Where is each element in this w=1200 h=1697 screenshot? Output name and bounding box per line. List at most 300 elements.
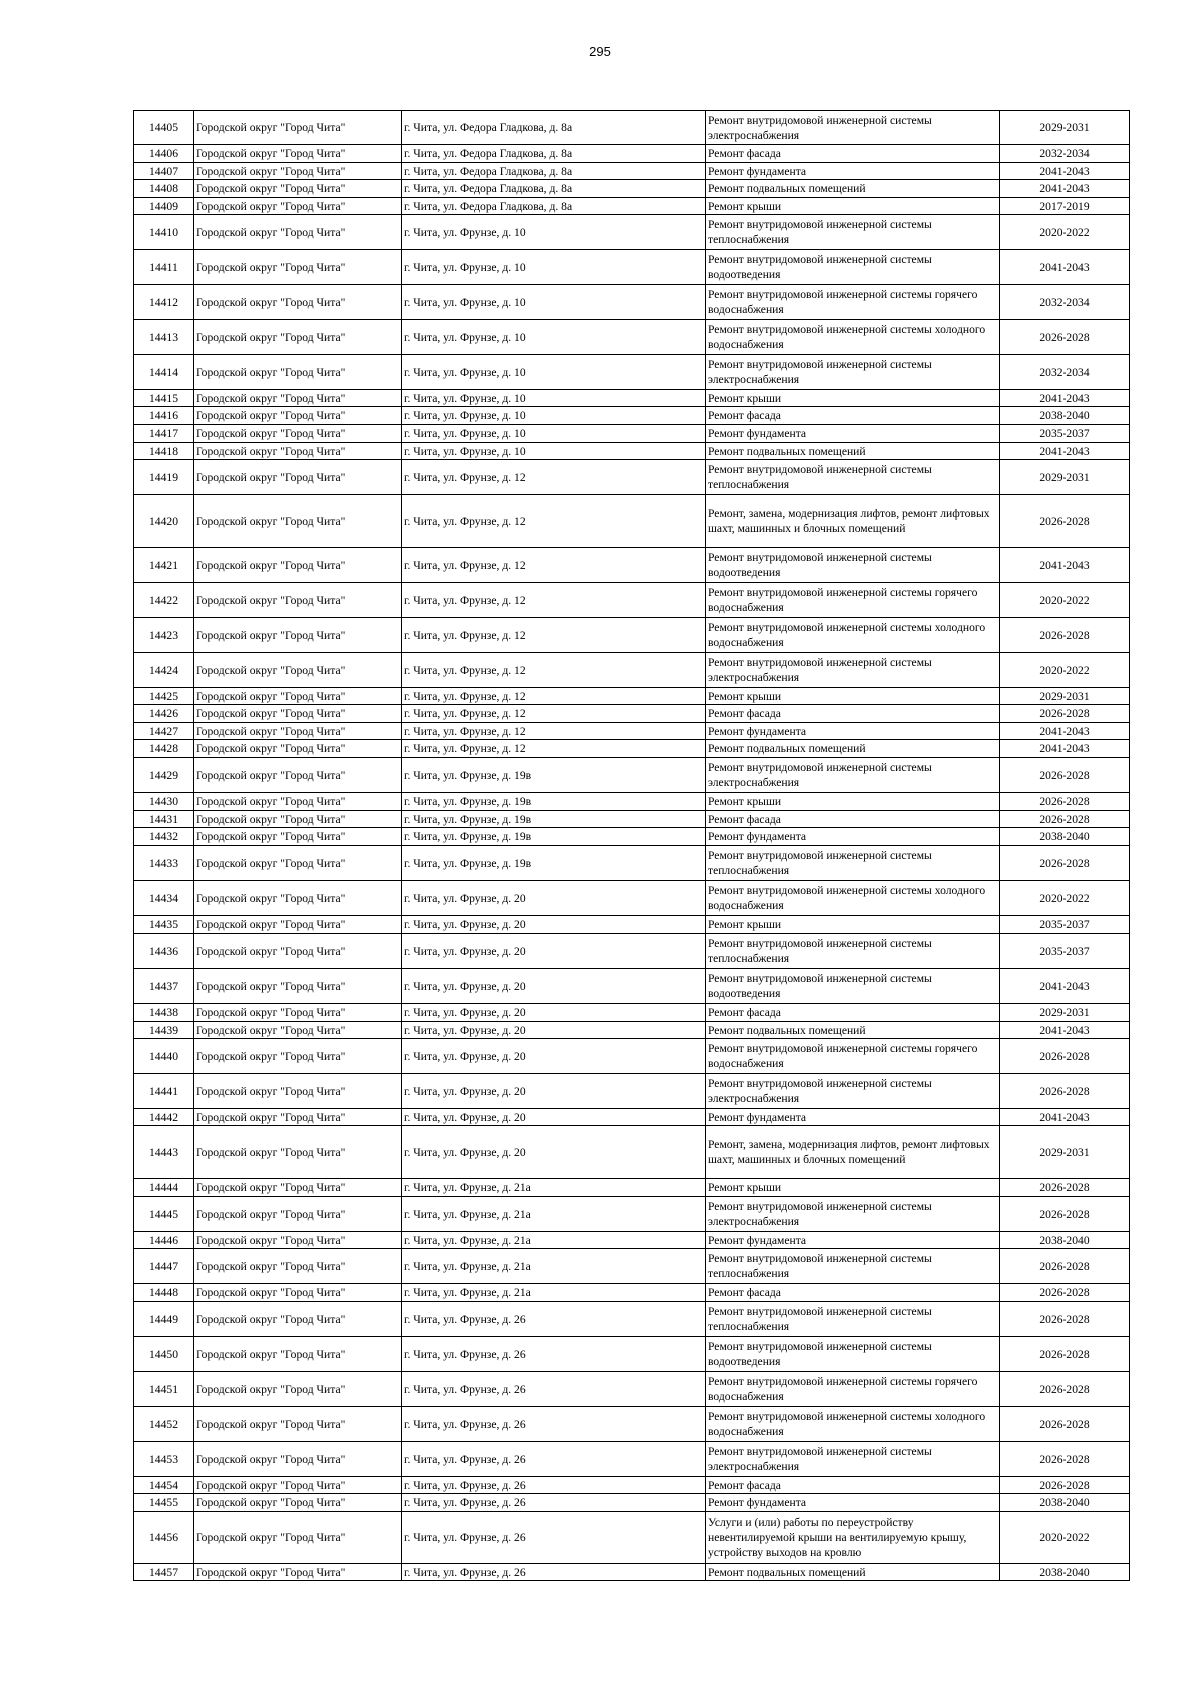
district-cell: Городской округ "Город Чита"	[194, 1442, 402, 1477]
district-cell: Городской округ "Город Чита"	[194, 1074, 402, 1109]
table-row	[134, 1232, 1130, 1249]
address-cell: г. Чита, ул. Фрунзе, д. 21а	[402, 1249, 706, 1284]
work-type-cell: Ремонт фасада	[706, 145, 1000, 163]
address-cell: г. Чита, ул. Фрунзе, д. 10	[402, 425, 706, 443]
address-cell: г. Чита, ул. Фрунзе, д. 20	[402, 1109, 706, 1126]
address-cell: г. Чита, ул. Фрунзе, д. 20	[402, 916, 706, 934]
work-type-cell: Ремонт крыши	[706, 390, 1000, 407]
address-cell: г. Чита, ул. Фрунзе, д. 12	[402, 688, 706, 705]
period-cell: 2026-2028	[1000, 495, 1130, 548]
address-cell: г. Чита, ул. Фрунзе, д. 20	[402, 1074, 706, 1109]
work-type-cell: Ремонт внутридомовой инженерной системы холодного водоснабжения	[706, 1407, 1000, 1442]
work-type-cell: Ремонт фасада	[706, 1477, 1000, 1494]
district-cell: Городской округ "Город Чита"	[194, 215, 402, 250]
work-type-cell: Ремонт внутридомовой инженерной системы теплоснабжения	[706, 1249, 1000, 1284]
work-type-cell: Ремонт фундамента	[706, 1232, 1000, 1249]
period-cell: 2038-2040	[1000, 1232, 1130, 1249]
district-cell: Городской округ "Город Чита"	[194, 793, 402, 811]
work-type-cell: Ремонт подвальных помещений	[706, 180, 1000, 198]
table-row	[134, 163, 1130, 180]
work-type-cell: Ремонт, замена, модернизация лифтов, ремонт лифтовых шахт, машинных и блочных помещений	[706, 1126, 1000, 1179]
district-cell: Городской округ "Город Чита"	[194, 1337, 402, 1372]
district-cell: Городской округ "Город Чита"	[194, 1126, 402, 1179]
row-number-cell: 14444	[134, 1179, 194, 1197]
row-number-cell: 14437	[134, 969, 194, 1004]
row-number-cell: 14425	[134, 688, 194, 705]
period-cell: 2020-2022	[1000, 215, 1130, 250]
work-type-cell: Ремонт фасада	[706, 407, 1000, 425]
period-cell: 2026-2028	[1000, 758, 1130, 793]
table-row	[134, 793, 1130, 811]
row-number-cell: 14417	[134, 425, 194, 443]
row-number-cell: 14413	[134, 320, 194, 355]
table-row	[134, 618, 1130, 653]
period-cell: 2029-2031	[1000, 1004, 1130, 1022]
row-number-cell: 14438	[134, 1004, 194, 1022]
address-cell: г. Чита, ул. Фрунзе, д. 10	[402, 215, 706, 250]
district-cell: Городской округ "Город Чита"	[194, 1302, 402, 1337]
work-type-cell: Ремонт фундамента	[706, 828, 1000, 846]
table-row	[134, 1512, 1130, 1564]
row-number-cell: 14409	[134, 198, 194, 215]
address-cell: г. Чита, ул. Федора Гладкова, д. 8а	[402, 180, 706, 198]
table-row	[134, 705, 1130, 723]
work-type-cell: Ремонт, замена, модернизация лифтов, ремонт лифтовых шахт, машинных и блочных помещений	[706, 495, 1000, 548]
table-row	[134, 1337, 1130, 1372]
district-cell: Городской округ "Город Чита"	[194, 180, 402, 198]
work-type-cell: Ремонт внутридомовой инженерной системы горячего водоснабжения	[706, 583, 1000, 618]
row-number-cell: 14442	[134, 1109, 194, 1126]
period-cell: 2026-2028	[1000, 1249, 1130, 1284]
work-type-cell: Ремонт фундамента	[706, 723, 1000, 740]
district-cell: Городской округ "Город Чита"	[194, 811, 402, 828]
address-cell: г. Чита, ул. Федора Гладкова, д. 8а	[402, 163, 706, 180]
table-row	[134, 460, 1130, 495]
row-number-cell: 14445	[134, 1197, 194, 1232]
period-cell: 2041-2043	[1000, 443, 1130, 460]
work-type-cell: Ремонт внутридомовой инженерной системы теплоснабжения	[706, 460, 1000, 495]
table-row	[134, 881, 1130, 916]
period-cell: 2038-2040	[1000, 828, 1130, 846]
district-cell: Городской округ "Город Чита"	[194, 1564, 402, 1581]
district-cell: Городской округ "Город Чита"	[194, 285, 402, 320]
period-cell: 2029-2031	[1000, 460, 1130, 495]
table-row	[134, 495, 1130, 548]
address-cell: г. Чита, ул. Фрунзе, д. 12	[402, 618, 706, 653]
period-cell: 2041-2043	[1000, 180, 1130, 198]
row-number-cell: 14420	[134, 495, 194, 548]
period-cell: 2026-2028	[1000, 1302, 1130, 1337]
work-type-cell: Ремонт внутридомовой инженерной системы электроснабжения	[706, 1197, 1000, 1232]
row-number-cell: 14431	[134, 811, 194, 828]
district-cell: Городской округ "Город Чита"	[194, 1494, 402, 1512]
period-cell: 2029-2031	[1000, 688, 1130, 705]
district-cell: Городской округ "Город Чита"	[194, 548, 402, 583]
period-cell: 2026-2028	[1000, 1179, 1130, 1197]
row-number-cell: 14415	[134, 390, 194, 407]
table-row	[134, 1179, 1130, 1197]
row-number-cell: 14447	[134, 1249, 194, 1284]
row-number-cell: 14455	[134, 1494, 194, 1512]
table-row	[134, 916, 1130, 934]
work-type-cell: Ремонт внутридомовой инженерной системы водоотведения	[706, 548, 1000, 583]
district-cell: Городской округ "Город Чита"	[194, 723, 402, 740]
row-number-cell: 14453	[134, 1442, 194, 1477]
district-cell: Городской округ "Город Чита"	[194, 934, 402, 969]
work-type-cell: Ремонт крыши	[706, 198, 1000, 215]
district-cell: Городской округ "Город Чита"	[194, 390, 402, 407]
address-cell: г. Чита, ул. Фрунзе, д. 10	[402, 390, 706, 407]
table-row	[134, 653, 1130, 688]
work-type-cell: Ремонт внутридомовой инженерной системы холодного водоснабжения	[706, 320, 1000, 355]
work-type-cell: Ремонт фасада	[706, 705, 1000, 723]
work-type-cell: Ремонт внутридомовой инженерной системы горячего водоснабжения	[706, 285, 1000, 320]
period-cell: 2035-2037	[1000, 934, 1130, 969]
period-cell: 2026-2028	[1000, 1407, 1130, 1442]
row-number-cell: 14439	[134, 1022, 194, 1039]
table-row	[134, 723, 1130, 740]
address-cell: г. Чита, ул. Фрунзе, д. 26	[402, 1372, 706, 1407]
table-row	[134, 1494, 1130, 1512]
work-type-cell: Ремонт подвальных помещений	[706, 1564, 1000, 1581]
district-cell: Городской округ "Город Чита"	[194, 881, 402, 916]
work-type-cell: Ремонт внутридомовой инженерной системы водоотведения	[706, 969, 1000, 1004]
row-number-cell: 14407	[134, 163, 194, 180]
period-cell: 2032-2034	[1000, 285, 1130, 320]
row-number-cell: 14414	[134, 355, 194, 390]
work-type-cell: Ремонт внутридомовой инженерной системы электроснабжения	[706, 1442, 1000, 1477]
table-row	[134, 583, 1130, 618]
work-type-cell: Ремонт фундамента	[706, 1494, 1000, 1512]
table-row	[134, 1022, 1130, 1039]
period-cell: 2038-2040	[1000, 407, 1130, 425]
table-row	[134, 846, 1130, 881]
district-cell: Городской округ "Город Чита"	[194, 1477, 402, 1494]
page-number: 295	[589, 44, 611, 59]
district-cell: Городской округ "Город Чита"	[194, 425, 402, 443]
table-row	[134, 180, 1130, 198]
row-number-cell: 14446	[134, 1232, 194, 1249]
period-cell: 2026-2028	[1000, 1074, 1130, 1109]
table-row	[134, 1074, 1130, 1109]
address-cell: г. Чита, ул. Фрунзе, д. 20	[402, 1126, 706, 1179]
address-cell: г. Чита, ул. Фрунзе, д. 10	[402, 443, 706, 460]
period-cell: 2041-2043	[1000, 740, 1130, 758]
district-cell: Городской округ "Город Чита"	[194, 969, 402, 1004]
district-cell: Городской округ "Город Чита"	[194, 250, 402, 285]
row-number-cell: 14440	[134, 1039, 194, 1074]
table-row	[134, 1004, 1130, 1022]
period-cell: 2035-2037	[1000, 916, 1130, 934]
district-cell: Городской округ "Город Чита"	[194, 1232, 402, 1249]
address-cell: г. Чита, ул. Фрунзе, д. 10	[402, 407, 706, 425]
address-cell: г. Чита, ул. Фрунзе, д. 21а	[402, 1197, 706, 1232]
district-cell: Городской округ "Город Чита"	[194, 1284, 402, 1302]
table-row	[134, 285, 1130, 320]
district-cell: Городской округ "Город Чита"	[194, 145, 402, 163]
address-cell: г. Чита, ул. Фрунзе, д. 21а	[402, 1284, 706, 1302]
address-cell: г. Чита, ул. Фрунзе, д. 26	[402, 1302, 706, 1337]
row-number-cell: 14457	[134, 1564, 194, 1581]
district-cell: Городской округ "Город Чита"	[194, 111, 402, 145]
period-cell: 2017-2019	[1000, 198, 1130, 215]
work-type-cell: Ремонт внутридомовой инженерной системы электроснабжения	[706, 653, 1000, 688]
district-cell: Городской округ "Город Чита"	[194, 1022, 402, 1039]
district-cell: Городской округ "Город Чита"	[194, 705, 402, 723]
district-cell: Городской округ "Город Чита"	[194, 1512, 402, 1564]
address-cell: г. Чита, ул. Фрунзе, д. 26	[402, 1477, 706, 1494]
table-row	[134, 425, 1130, 443]
work-type-cell: Ремонт внутридомовой инженерной системы горячего водоснабжения	[706, 1372, 1000, 1407]
work-type-cell: Ремонт внутридомовой инженерной системы теплоснабжения	[706, 934, 1000, 969]
work-type-cell: Ремонт внутридомовой инженерной системы холодного водоснабжения	[706, 618, 1000, 653]
address-cell: г. Чита, ул. Фрунзе, д. 12	[402, 653, 706, 688]
district-cell: Городской округ "Город Чита"	[194, 846, 402, 881]
address-cell: г. Чита, ул. Фрунзе, д. 10	[402, 355, 706, 390]
table-row	[134, 1564, 1130, 1581]
row-number-cell: 14441	[134, 1074, 194, 1109]
district-cell: Городской округ "Город Чита"	[194, 688, 402, 705]
address-cell: г. Чита, ул. Фрунзе, д. 26	[402, 1564, 706, 1581]
period-cell: 2038-2040	[1000, 1494, 1130, 1512]
district-cell: Городской округ "Город Чита"	[194, 460, 402, 495]
row-number-cell: 14424	[134, 653, 194, 688]
district-cell: Городской округ "Город Чита"	[194, 1039, 402, 1074]
row-number-cell: 14448	[134, 1284, 194, 1302]
address-cell: г. Чита, ул. Фрунзе, д. 19в	[402, 828, 706, 846]
address-cell: г. Чита, ул. Фрунзе, д. 20	[402, 1004, 706, 1022]
district-cell: Городской округ "Город Чита"	[194, 1109, 402, 1126]
table-row	[134, 215, 1130, 250]
table-row	[134, 1126, 1130, 1179]
period-cell: 2032-2034	[1000, 145, 1130, 163]
address-cell: г. Чита, ул. Фрунзе, д. 12	[402, 583, 706, 618]
address-cell: г. Чита, ул. Фрунзе, д. 12	[402, 723, 706, 740]
period-cell: 2020-2022	[1000, 881, 1130, 916]
work-type-cell: Ремонт внутридомовой инженерной системы водоотведения	[706, 250, 1000, 285]
address-cell: г. Чита, ул. Фрунзе, д. 19в	[402, 793, 706, 811]
work-type-cell: Ремонт крыши	[706, 688, 1000, 705]
work-type-cell: Ремонт внутридомовой инженерной системы горячего водоснабжения	[706, 1039, 1000, 1074]
district-cell: Городской округ "Город Чита"	[194, 320, 402, 355]
row-number-cell: 14451	[134, 1372, 194, 1407]
table-row	[134, 1197, 1130, 1232]
row-number-cell: 14405	[134, 111, 194, 145]
row-number-cell: 14406	[134, 145, 194, 163]
period-cell: 2026-2028	[1000, 320, 1130, 355]
table-row	[134, 407, 1130, 425]
period-cell: 2026-2028	[1000, 1442, 1130, 1477]
work-type-cell: Ремонт фундамента	[706, 163, 1000, 180]
work-type-cell: Ремонт внутридомовой инженерной системы электроснабжения	[706, 111, 1000, 145]
work-type-cell: Ремонт фасада	[706, 1284, 1000, 1302]
work-type-cell: Ремонт подвальных помещений	[706, 740, 1000, 758]
period-cell: 2026-2028	[1000, 846, 1130, 881]
table-row	[134, 390, 1130, 407]
period-cell: 2041-2043	[1000, 548, 1130, 583]
address-cell: г. Чита, ул. Фрунзе, д. 26	[402, 1337, 706, 1372]
period-cell: 2041-2043	[1000, 1022, 1130, 1039]
row-number-cell: 14428	[134, 740, 194, 758]
row-number-cell: 14423	[134, 618, 194, 653]
table-row	[134, 1284, 1130, 1302]
work-type-cell: Ремонт фасада	[706, 811, 1000, 828]
period-cell: 2026-2028	[1000, 811, 1130, 828]
address-cell: г. Чита, ул. Фрунзе, д. 26	[402, 1512, 706, 1564]
district-cell: Городской округ "Город Чита"	[194, 653, 402, 688]
address-cell: г. Чита, ул. Фрунзе, д. 10	[402, 250, 706, 285]
table-row	[134, 1477, 1130, 1494]
address-cell: г. Чита, ул. Фрунзе, д. 26	[402, 1407, 706, 1442]
address-cell: г. Чита, ул. Фрунзе, д. 26	[402, 1442, 706, 1477]
address-cell: г. Чита, ул. Фрунзе, д. 12	[402, 548, 706, 583]
address-cell: г. Чита, ул. Фрунзе, д. 20	[402, 1039, 706, 1074]
address-cell: г. Чита, ул. Фрунзе, д. 10	[402, 320, 706, 355]
district-cell: Городской округ "Город Чита"	[194, 758, 402, 793]
row-number-cell: 14416	[134, 407, 194, 425]
table-row	[134, 1442, 1130, 1477]
repair-schedule-table	[133, 110, 1130, 1581]
table-row	[134, 828, 1130, 846]
table-row	[134, 688, 1130, 705]
address-cell: г. Чита, ул. Фрунзе, д. 12	[402, 740, 706, 758]
district-cell: Городской округ "Город Чита"	[194, 407, 402, 425]
row-number-cell: 14411	[134, 250, 194, 285]
table-row	[134, 111, 1130, 145]
work-type-cell: Услуги и (или) работы по переустройству невентилируемой крыши на вентилируемую крышу, устройству выходов на кровлю	[706, 1512, 1000, 1564]
row-number-cell: 14430	[134, 793, 194, 811]
district-cell: Городской округ "Город Чита"	[194, 355, 402, 390]
address-cell: г. Чита, ул. Федора Гладкова, д. 8а	[402, 111, 706, 145]
district-cell: Городской округ "Город Чита"	[194, 1179, 402, 1197]
work-type-cell: Ремонт внутридомовой инженерной системы электроснабжения	[706, 355, 1000, 390]
table-row	[134, 1302, 1130, 1337]
district-cell: Городской округ "Город Чита"	[194, 1197, 402, 1232]
address-cell: г. Чита, ул. Фрунзе, д. 19в	[402, 846, 706, 881]
row-number-cell: 14432	[134, 828, 194, 846]
address-cell: г. Чита, ул. Фрунзе, д. 20	[402, 969, 706, 1004]
table-row	[134, 811, 1130, 828]
table-row	[134, 1372, 1130, 1407]
district-cell: Городской округ "Город Чита"	[194, 1249, 402, 1284]
district-cell: Городской округ "Город Чита"	[194, 198, 402, 215]
work-type-cell: Ремонт фасада	[706, 1004, 1000, 1022]
row-number-cell: 14436	[134, 934, 194, 969]
period-cell: 2020-2022	[1000, 1512, 1130, 1564]
address-cell: г. Чита, ул. Фрунзе, д. 12	[402, 705, 706, 723]
period-cell: 2026-2028	[1000, 618, 1130, 653]
period-cell: 2041-2043	[1000, 969, 1130, 1004]
row-number-cell: 14434	[134, 881, 194, 916]
row-number-cell: 14435	[134, 916, 194, 934]
row-number-cell: 14426	[134, 705, 194, 723]
row-number-cell: 14410	[134, 215, 194, 250]
address-cell: г. Чита, ул. Фрунзе, д. 20	[402, 881, 706, 916]
row-number-cell: 14408	[134, 180, 194, 198]
table-row	[134, 758, 1130, 793]
address-cell: г. Чита, ул. Фрунзе, д. 10	[402, 285, 706, 320]
table-row	[134, 969, 1130, 1004]
row-number-cell: 14433	[134, 846, 194, 881]
period-cell: 2026-2028	[1000, 1197, 1130, 1232]
district-cell: Городской округ "Город Чита"	[194, 828, 402, 846]
table-row	[134, 1039, 1130, 1074]
period-cell: 2032-2034	[1000, 355, 1130, 390]
row-number-cell: 14418	[134, 443, 194, 460]
address-cell: г. Чита, ул. Фрунзе, д. 26	[402, 1494, 706, 1512]
row-number-cell: 14450	[134, 1337, 194, 1372]
work-type-cell: Ремонт крыши	[706, 916, 1000, 934]
address-cell: г. Чита, ул. Фрунзе, д. 12	[402, 460, 706, 495]
address-cell: г. Чита, ул. Фрунзе, д. 20	[402, 1022, 706, 1039]
period-cell: 2029-2031	[1000, 111, 1130, 145]
table-row	[134, 1249, 1130, 1284]
period-cell: 2038-2040	[1000, 1564, 1130, 1581]
work-type-cell: Ремонт внутридомовой инженерной системы теплоснабжения	[706, 1302, 1000, 1337]
table-row	[134, 548, 1130, 583]
period-cell: 2029-2031	[1000, 1126, 1130, 1179]
address-cell: г. Чита, ул. Фрунзе, д. 19в	[402, 758, 706, 793]
row-number-cell: 14421	[134, 548, 194, 583]
address-cell: г. Чита, ул. Фрунзе, д. 19в	[402, 811, 706, 828]
table-row	[134, 1407, 1130, 1442]
work-type-cell: Ремонт внутридомовой инженерной системы электроснабжения	[706, 758, 1000, 793]
table-row	[134, 355, 1130, 390]
row-number-cell: 14412	[134, 285, 194, 320]
period-cell: 2026-2028	[1000, 1039, 1130, 1074]
work-type-cell: Ремонт фундамента	[706, 425, 1000, 443]
period-cell: 2026-2028	[1000, 1284, 1130, 1302]
address-cell: г. Чита, ул. Фрунзе, д. 20	[402, 934, 706, 969]
work-type-cell: Ремонт крыши	[706, 1179, 1000, 1197]
period-cell: 2020-2022	[1000, 653, 1130, 688]
period-cell: 2026-2028	[1000, 1477, 1130, 1494]
table-row	[134, 443, 1130, 460]
district-cell: Городской округ "Город Чита"	[194, 163, 402, 180]
work-type-cell: Ремонт подвальных помещений	[706, 443, 1000, 460]
row-number-cell: 14452	[134, 1407, 194, 1442]
work-type-cell: Ремонт подвальных помещений	[706, 1022, 1000, 1039]
period-cell: 2026-2028	[1000, 1372, 1130, 1407]
row-number-cell: 14422	[134, 583, 194, 618]
period-cell: 2041-2043	[1000, 163, 1130, 180]
district-cell: Городской округ "Город Чита"	[194, 1372, 402, 1407]
table-row	[134, 1109, 1130, 1126]
work-type-cell: Ремонт внутридомовой инженерной системы теплоснабжения	[706, 215, 1000, 250]
row-number-cell: 14427	[134, 723, 194, 740]
work-type-cell: Ремонт крыши	[706, 793, 1000, 811]
table-row	[134, 145, 1130, 163]
row-number-cell: 14456	[134, 1512, 194, 1564]
work-type-cell: Ремонт фундамента	[706, 1109, 1000, 1126]
table-row	[134, 740, 1130, 758]
address-cell: г. Чита, ул. Федора Гладкова, д. 8а	[402, 145, 706, 163]
period-cell: 2020-2022	[1000, 583, 1130, 618]
district-cell: Городской округ "Город Чита"	[194, 1004, 402, 1022]
table-row	[134, 320, 1130, 355]
period-cell: 2026-2028	[1000, 1337, 1130, 1372]
district-cell: Городской округ "Город Чита"	[194, 495, 402, 548]
district-cell: Городской округ "Город Чита"	[194, 916, 402, 934]
district-cell: Городской округ "Город Чита"	[194, 740, 402, 758]
table-row	[134, 198, 1130, 215]
address-cell: г. Чита, ул. Фрунзе, д. 21а	[402, 1179, 706, 1197]
period-cell: 2041-2043	[1000, 723, 1130, 740]
district-cell: Городской округ "Город Чита"	[194, 583, 402, 618]
address-cell: г. Чита, ул. Фрунзе, д. 21а	[402, 1232, 706, 1249]
row-number-cell: 14429	[134, 758, 194, 793]
work-type-cell: Ремонт внутридомовой инженерной системы теплоснабжения	[706, 846, 1000, 881]
